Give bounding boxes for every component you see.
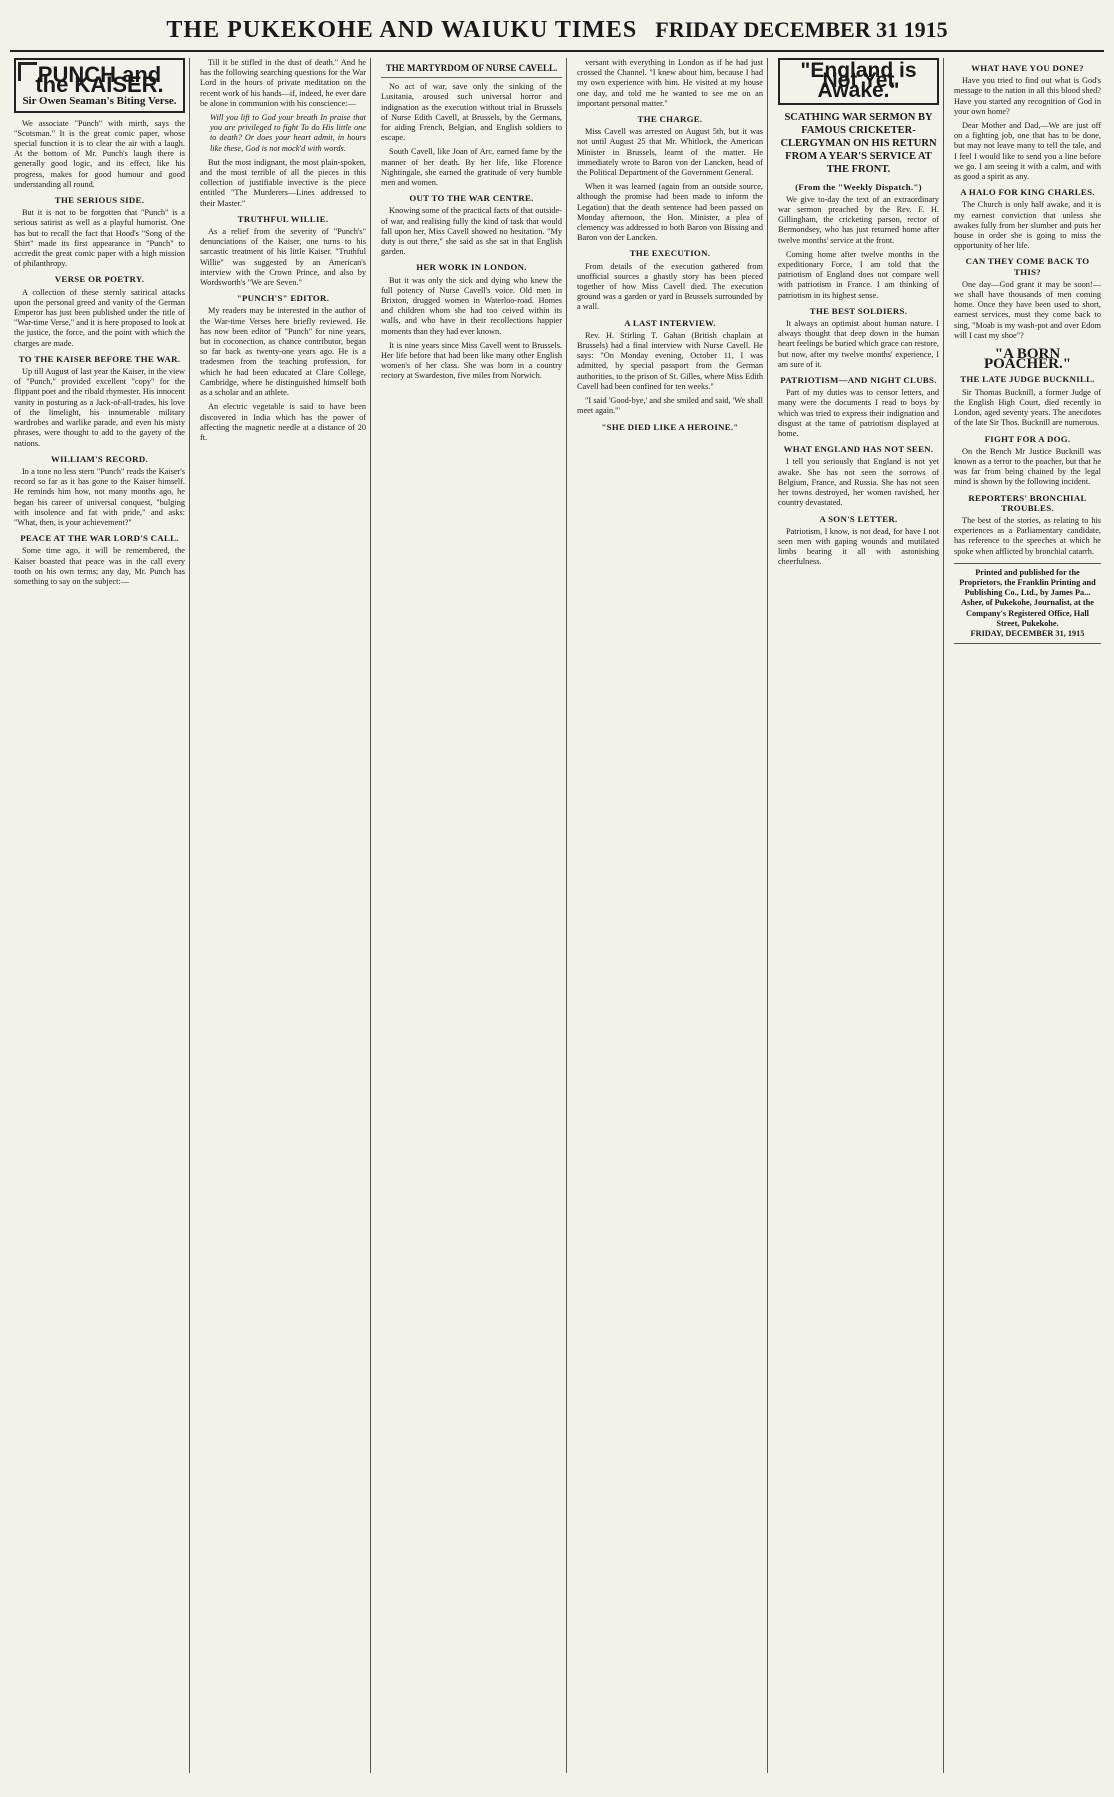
paragraph: An electric vegetable is said to have been discovered in India which has the power of affecting the magnetic needle at a distance of 20 ft.: [200, 402, 366, 442]
paragraph: versant with everything in London as if he had just crossed the Channel. "I knew about him, because I had my own experience with him. He visited at my house one day, and told me he wanted to see me on an important personal matter.": [577, 58, 763, 108]
paragraph: Sir Thomas Bucknill, a former Judge of the English High Court, died recently in London, aged seventy years. The anecdotes of the late Sir Thos. Bucknill are numerous.: [954, 387, 1101, 428]
issue-date: FRIDAY DECEMBER 31 1915: [655, 17, 948, 42]
paragraph: Dear Mother and Dad,—We are just off on a fighting job, one that has to be done, but may not leave many to tell the tale, and I feel I would like to send you a line before we go. I am seeing it with a calm, and with as good a spirit as any.: [954, 121, 1101, 182]
section-heading: THE SERIOUS SIDE.: [54, 195, 145, 206]
punch-subhead: Sir Owen Seaman's Biting Verse.: [22, 95, 177, 108]
column-4: [573, 58, 768, 1773]
section-heading: THE LATE JUDGE BUCKNILL.: [960, 374, 1095, 385]
paragraph: A collection of these sternly satirical attacks upon the personal greed and vanity of the German Emperor has just been published under the title of "War-time Verse," and it is here proposed to look at the justice, the force, and the point with which the charges are made.: [14, 287, 185, 348]
paragraph: But it is not to be forgotten that "Punch" is a serious satirist as well as a playful humorist. One has but to recall the fact that Hood's "Song of the Shirt" made its first appearance in "Punch" to accredit the great comic paper with a high mission of philanthropy.: [14, 208, 185, 269]
section-heading: OUT TO THE WAR CENTRE.: [409, 193, 534, 204]
source-line: (From the "Weekly Dispatch."): [795, 181, 922, 192]
england-headline: "England is Not Yet Awake.": [778, 58, 939, 105]
column-6: [950, 58, 1105, 1773]
paragraph: Till it be stifled in the dust of death." And he has the following searching questions for the War Lord in the hours of private meditation on the recent work of his hands—if, indeed, he ever dare be alone in communion with his conscience:—: [200, 58, 366, 108]
imprint-text: Printed and published for the Proprietors, the Franklin Printing and Publishing Co., Ltd., by James Pa... Asher, of Pukekohe, Journalist, at the Company's Registered Office, Hall Street, Pukekohe.: [959, 567, 1096, 628]
sermon-subhead: SCATHING WAR SERMON BY FAMOUS CRICKETER-CLERGYMAN ON HIS RETURN FROM A YEAR'S SERVICE AT THE FRONT.: [780, 111, 937, 175]
section-heading: VERSE OR POETRY.: [54, 274, 145, 285]
section-heading: THE CHARGE.: [637, 114, 703, 125]
corner-ornament-icon: [18, 62, 37, 81]
paragraph: "I said 'Good-bye,' and she smiled and said, 'We shall meet again.'": [577, 396, 763, 416]
section-heading: THE BEST SOLDIERS.: [809, 305, 908, 316]
section-heading: A LAST INTERVIEW.: [624, 317, 716, 328]
paragraph: But the most indignant, the most plain-spoken, and the most terrible of all the pieces in this collection of justifiable invective is the piece entitled "The Murderers—Lines addressed to their Master.": [200, 157, 366, 208]
paragraph: From details of the execution gathered from unofficial sources a ghastly story has been pieced together of how Miss Cavell died. The execution ground was a garden or yard in Brussels surrounded by a wall.: [577, 261, 763, 312]
section-heading: THE EXECUTION.: [629, 248, 711, 259]
column-5: [774, 58, 944, 1773]
section-heading: PATRIOTISM—AND NIGHT CLUBS.: [780, 375, 937, 386]
paragraph: But it was only the sick and dying who knew the full potency of Nurse Cavell's voice. Old men in Brixton, drugged women in Waterloo-road. Homes and children whom she had too ceived within its walls, and who have in their recollections happier moments than they had ever known.: [381, 275, 562, 336]
paragraph: Knowing some of the practical facts of that outside-of war, and realising fully the kind of task that would fall upon her, Miss Cavell showed no hesitation. "My duty is out there," she said as she sat in that English garden.: [381, 206, 562, 257]
section-heading: TO THE KAISER BEFORE THE WAR.: [18, 353, 181, 364]
paragraph: Up till August of last year the Kaiser, in the view of "Punch," provided excellent "copy" for the flippant poet and the ribald rhymester. His innocent vanity in posturing as a Jack-of-all-trades, his love of the limelight, his innumerable military wardrobes and warlike parade, and even his misty phrases, were thought to add to the gayety of the nations.: [14, 367, 185, 448]
paragraph: Miss Cavell was arrested on August 5th, but it was not until August 25 that Mr. Whitlock, the American Minister in Brussels, learnt of the matter. He immediately wrote to Baron von der Lancken, head of the Political Department of the Government General.: [577, 127, 763, 178]
paragraph: Patriotism, I know, is not dead, for have I not seen men with gaping wounds and mutilated limbs bearing it all with astonishing cheerfulness.: [778, 526, 939, 567]
masthead: [10, 10, 1104, 52]
newspaper-page: [10, 10, 1104, 1777]
column-3: [377, 58, 567, 1773]
newspaper-title: THE PUKEKOHE AND WAIUKU TIMES: [166, 16, 638, 43]
divider: [381, 77, 562, 78]
footer-date: FRIDAY, DECEMBER 31, 1915: [970, 628, 1085, 638]
section-heading: WILLIAM'S RECORD.: [51, 453, 148, 464]
paragraph: Have you tried to find out what is God's message to the nation in all this blood shed? Have you started any recognition of God in your own home?: [954, 76, 1101, 116]
columns: [10, 58, 1104, 1773]
paragraph: The best of the stories, as relating to his experiences as a Parliamentary candidate, has reference to the speeches at which he spoke when afflicted by bronchial catarrh.: [954, 515, 1101, 556]
verse-block: Will you lift to God your breath In praise that you are privileged to fight To do His little one to death? Or does your heart admit, in hours like these, God is not mock'd with words.: [210, 113, 366, 153]
section-heading: TRUTHFUL WILLIE.: [237, 213, 329, 224]
section-heading: REPORTERS' BRONCHIAL TROUBLES.: [968, 492, 1087, 513]
paragraph: I tell you seriously that England is not yet awake. She has not seen the sorrows of Belgium, France, and Russia. She has not seen her towns destroyed, her women ravished, her country devastated.: [778, 457, 939, 508]
paragraph: When it was learned (again from an outside source, although the promise had been made to inform the Legation) that the death sentence had been passed on Monday afternoon, the Hon. Minister, a plea of clemency was addressed to both Baron von Bissing and Baron von der Lancken.: [577, 182, 763, 243]
paragraph: The Church is only half awake, and it is my earnest conviction that unless she awakes fully from her slumber and puts her house in order she is going to miss the opportunity of her life.: [954, 200, 1101, 251]
paragraph: It is nine years since Miss Cavell went to Brussels. Her life before that had been like many other English women's of her class. She was born in a country rectory at Swardeston, five miles from Norwich.: [381, 340, 562, 381]
paragraph: Coming home after twelve months in the expeditionary Force, I am told that the patriotism of England does not compare well with patriotism in France. I am thinking of patriotism in its highest sense.: [778, 249, 939, 300]
section-heading: A SON'S LETTER.: [819, 513, 898, 524]
imprint-box: [954, 563, 1101, 644]
paragraph: My readers may be interested in the author of the War-time Verses here briefly reviewed. He has now been editor of "Punch" for nine years, but in coconection, as chance contributor, began so far back as twenty-one years ago. He is a tradesmen from the teaching profession, for which he had been educated at Clare College, Cambridge, where he distinguished himself both as a scholar and an athlete.: [200, 306, 366, 398]
section-heading: "SHE DIED LIKE A HEROINE.": [601, 421, 739, 432]
poacher-headline: "A BORN POACHER.": [983, 346, 1072, 373]
section-heading: FIGHT FOR A DOG.: [984, 433, 1071, 444]
section-heading: PEACE AT THE WAR LORD'S CALL.: [20, 533, 179, 544]
section-heading: A HALO FOR KING CHARLES.: [960, 187, 1095, 198]
cavell-headline: THE MARTYRDOM OF NURSE CAVELL.: [385, 63, 558, 73]
paragraph: As a relief from the severity of "Punch's" denunciations of the Kaiser, one turns to his sarcastic treatment of his little Kaiser. "Truthful Willie" was suggested by an American's interview with the Crown Prince, and also by Wordsworth's "We are Seven.": [200, 227, 366, 288]
section-heading: HER WORK IN LONDON.: [416, 262, 527, 273]
paragraph: On the Bench Mr Justice Bucknill was known as a terror to the poacher, but that he was far from being chained by the legal mind is shown by the following incident.: [954, 446, 1101, 487]
paragraph: One day—God grant it may be soon!—we shall have thousands of men coming home. Once they have been used to short, earnest services, must they come back to sing, "Moab is my wash-pot and over Edom will I cast my shoe"?: [954, 279, 1101, 340]
paragraph: No act of war, save only the sinking of the Lusitania, aroused such universal horror and indignation as the execution without trial in Brussels of Nurse Edith Cavell, at Brussels, by the Germans, for aiding French, Belgian, and English soldiers to escape.: [381, 82, 562, 143]
paragraph: We associate "Punch" with mirth, says the "Scotsman." It is the great comic paper, whose special function it is to clear the air with a laugh. At the bottom of Mr. Punch's laugh there is generally good logic, and its effect, like his progress, makes for good humour and good understanding all round.: [14, 118, 185, 189]
paragraph: Rev. H. Stirling T. Gahan (British chaplain at Brussels) had a final interview with Nurse Cavell. He says: "On Monday evening, October 11, I was admitted, by special passport from the German authorities, to the prison of St. Gilles, where Miss Edith Cavell had been confined for ten weeks.": [577, 330, 763, 391]
paragraph: Part of my duties was to censor letters, and many were the documents I read to boys by which was tried to express their indignation and disgust at the tame of patriotism displayed at home.: [778, 388, 939, 439]
punch-headline: PUNCH and the KAISER.: [35, 62, 164, 98]
section-heading: WHAT ENGLAND HAS NOT SEEN.: [783, 444, 934, 455]
column-1: [10, 58, 190, 1773]
section-heading: WHAT HAVE YOU DONE?: [971, 63, 1084, 73]
paragraph: South Cavell, like Joan of Arc, earned fame by the manner of her death. By her life, like Florence Nightingale, she earned the gratitude of very humble men and women.: [381, 147, 562, 188]
section-heading: "PUNCH'S" EDITOR.: [236, 293, 330, 304]
section-heading: CAN THEY COME BACK TO THIS?: [965, 256, 1090, 277]
paragraph: Some time ago, it will be remembered, the Kaiser boasted that peace was in the call every tooth on his own terms; any day, Mr. Punch has something to say on the subject:—: [14, 546, 185, 586]
column-2: [196, 58, 371, 1773]
paragraph: It always an optimist about human nature. I always thought that deep down in the human heart feelings be buried which grace can restore, but now, after my twelve months' experience, I am sure of it.: [778, 319, 939, 369]
paragraph: In a tone no less stern "Punch" reads the Kaiser's record so far as it has gone to the Kaiser himself. He reminds him how, not many months ago, he began his career of universal conquest, "bulging with insolence and fat with pride," and asks: "What, then, is your achievement?": [14, 466, 185, 527]
punch-headline-box: [14, 58, 185, 113]
paragraph: We give to-day the text of an extraordinary war sermon preached by the Rev. F. H. Gillingham, the cricketing parson, rector of Bermondsey, who has just returned home after twelve months' service at the front.: [778, 194, 939, 245]
